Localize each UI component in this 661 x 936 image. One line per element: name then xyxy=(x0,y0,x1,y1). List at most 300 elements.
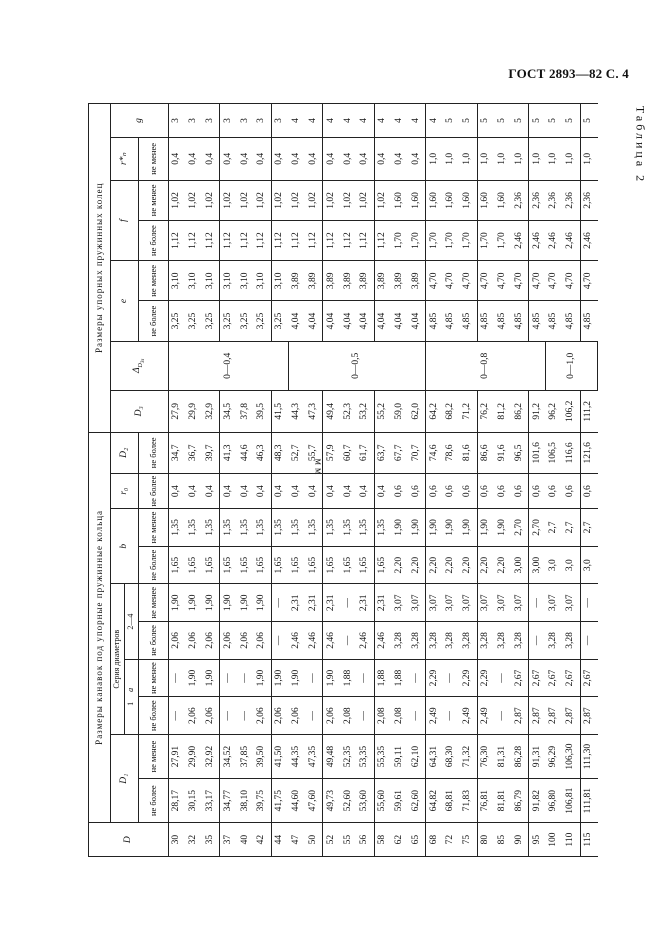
cell-a1min: 1,90 xyxy=(271,659,288,697)
cell-fmin: 1,02 xyxy=(305,180,322,220)
cell-a2max: — xyxy=(340,622,357,660)
h-d1-min: не менее xyxy=(139,735,169,779)
cell-r0: 0,4 xyxy=(374,474,391,509)
table-row xyxy=(289,104,306,857)
cell-r: 1,0 xyxy=(460,137,477,180)
cell-fmax: 1,70 xyxy=(495,220,512,260)
cell-d3: 68,2 xyxy=(443,391,460,433)
cell-emax: 4,85 xyxy=(529,301,546,341)
table-row xyxy=(546,104,563,857)
cell-emax: 3,25 xyxy=(203,301,220,341)
cell-bmax: 1,65 xyxy=(374,546,391,584)
cell-d: 68 xyxy=(426,823,443,857)
cell-bmax: 1,65 xyxy=(323,546,340,584)
cell-r: 1,0 xyxy=(511,137,528,180)
cell-d1min: 37,85 xyxy=(237,735,254,779)
cell-emax: 4,85 xyxy=(426,301,443,341)
table-row xyxy=(511,104,528,857)
cell-d2: 44,6 xyxy=(237,432,254,474)
cell-emin: 3,10 xyxy=(220,261,237,301)
cell-a1max: — xyxy=(495,697,512,735)
cell-a1max: 2,49 xyxy=(460,697,477,735)
cell-a2min: 3,07 xyxy=(408,584,425,622)
cell-a1max: 2,06 xyxy=(203,697,220,735)
header-e: e xyxy=(111,261,139,341)
cell-emin: 4,70 xyxy=(460,261,477,301)
cell-g: 5 xyxy=(460,104,477,138)
cell-g: 5 xyxy=(580,104,598,138)
cell-r: 1,0 xyxy=(580,137,598,180)
cell-d1max: 111,81 xyxy=(580,779,598,823)
cell-g: 3 xyxy=(203,104,220,138)
cell-d: 50 xyxy=(305,823,322,857)
cell-d1min: 47,35 xyxy=(305,735,322,779)
cell-emin: 4,70 xyxy=(563,261,580,301)
cell-fmin: 2,36 xyxy=(546,180,563,220)
h-d1-max: не более xyxy=(139,779,169,823)
cell-r: 1,0 xyxy=(426,137,443,180)
cell-d1max: 59,61 xyxy=(392,779,409,823)
cell-fmax: 1,70 xyxy=(477,220,494,260)
cell-d1max: 71,83 xyxy=(460,779,477,823)
cell-a2max: — xyxy=(580,622,598,660)
cell-a2min: 1,90 xyxy=(186,584,203,622)
cell-bmax: 3,00 xyxy=(529,546,546,584)
cell-fmin: 1,60 xyxy=(495,180,512,220)
cell-r: 0,4 xyxy=(203,137,220,180)
cell-fmax: 1,12 xyxy=(323,220,340,260)
cell-d3: 52,3 xyxy=(340,391,357,433)
header-D2: D₂ xyxy=(111,432,139,474)
cell-d1min: 34,52 xyxy=(220,735,237,779)
cell-g: 3 xyxy=(220,104,237,138)
table-row xyxy=(340,104,357,857)
cell-a2max: 2,06 xyxy=(220,622,237,660)
cell-a1min: 2,67 xyxy=(563,659,580,697)
table-row xyxy=(254,104,271,857)
cell-a1min: 2,29 xyxy=(477,659,494,697)
cell-a2min: 2,31 xyxy=(357,584,374,622)
cell-d1min: 86,28 xyxy=(511,735,528,779)
cell-g: 5 xyxy=(495,104,512,138)
cell-d3: 53,2 xyxy=(357,391,374,433)
cell-emax: 4,85 xyxy=(443,301,460,341)
cell-d2: 116,6 xyxy=(563,432,580,474)
cell-fmin: 2,36 xyxy=(529,180,546,220)
cell-a1max: 2,49 xyxy=(426,697,443,735)
table-row xyxy=(529,104,546,857)
table-row xyxy=(426,104,443,857)
cell-r0: 0,4 xyxy=(357,474,374,509)
cell-d2: 86,6 xyxy=(477,432,494,474)
cell-emin: 3,89 xyxy=(340,261,357,301)
cell-a1min: 1,88 xyxy=(392,659,409,697)
cell-a1max: 2,87 xyxy=(580,697,598,735)
tolerance-cell: 0—0,8 xyxy=(426,341,546,390)
cell-fmax: 2,46 xyxy=(580,220,598,260)
cell-d3: 55,2 xyxy=(374,391,391,433)
cell-fmax: 1,12 xyxy=(237,220,254,260)
cell-bmin: 1,35 xyxy=(169,509,186,547)
cell-d3: 91,2 xyxy=(529,391,546,433)
cell-a1min: — xyxy=(169,659,186,697)
table-row xyxy=(323,104,340,857)
cell-emax: 4,85 xyxy=(460,301,477,341)
cell-r: 1,0 xyxy=(563,137,580,180)
cell-d1min: 96,29 xyxy=(546,735,563,779)
cell-emin: 4,70 xyxy=(529,261,546,301)
cell-emin: 3,89 xyxy=(408,261,425,301)
cell-bmax: 1,65 xyxy=(340,546,357,584)
cell-bmin: 1,35 xyxy=(186,509,203,547)
table-row xyxy=(169,104,186,857)
cell-fmin: 1,02 xyxy=(203,180,220,220)
cell-a1min: — xyxy=(305,659,322,697)
cell-d1max: 76,81 xyxy=(477,779,494,823)
cell-a2max: 3,28 xyxy=(495,622,512,660)
cell-g: 5 xyxy=(443,104,460,138)
units-label: мм xyxy=(312,458,324,478)
cell-d1max: 68,81 xyxy=(443,779,460,823)
cell-bmax: 2,20 xyxy=(408,546,425,584)
cell-r0: 0,6 xyxy=(443,474,460,509)
cell-g: 3 xyxy=(254,104,271,138)
cell-fmax: 1,12 xyxy=(305,220,322,260)
table-row xyxy=(305,104,322,857)
h-f-min: не менее xyxy=(139,180,169,220)
cell-fmax: 2,46 xyxy=(546,220,563,260)
h-a2-min: не менее xyxy=(139,584,169,622)
cell-a1min: 1,90 xyxy=(323,659,340,697)
cell-d3: 111,2 xyxy=(580,391,598,433)
cell-d1min: 91,31 xyxy=(529,735,546,779)
cell-a2max: — xyxy=(529,622,546,660)
cell-bmax: 1,65 xyxy=(186,546,203,584)
cell-r: 0,4 xyxy=(220,137,237,180)
cell-bmax: 2,20 xyxy=(495,546,512,584)
cell-d2: 106,5 xyxy=(546,432,563,474)
cell-emax: 4,04 xyxy=(323,301,340,341)
cell-a1max: 2,06 xyxy=(271,697,288,735)
cell-bmax: 3,00 xyxy=(511,546,528,584)
cell-d1min: 39,50 xyxy=(254,735,271,779)
cell-a1min: — xyxy=(357,659,374,697)
table-row xyxy=(186,104,203,857)
cell-r0: 0,6 xyxy=(511,474,528,509)
cell-d2: 39,7 xyxy=(203,432,220,474)
cell-emin: 4,70 xyxy=(443,261,460,301)
cell-fmax: 1,70 xyxy=(426,220,443,260)
cell-fmin: 1,02 xyxy=(220,180,237,220)
cell-d2: 57,9 xyxy=(323,432,340,474)
cell-g: 3 xyxy=(186,104,203,138)
cell-fmax: 1,70 xyxy=(460,220,477,260)
cell-a2min: 2,31 xyxy=(289,584,306,622)
cell-r: 0,4 xyxy=(254,137,271,180)
cell-a1min: 1,88 xyxy=(374,659,391,697)
cell-g: 3 xyxy=(169,104,186,138)
h-e-max: не более xyxy=(139,301,169,341)
cell-g: 5 xyxy=(529,104,546,138)
cell-r0: 0,4 xyxy=(169,474,186,509)
cell-d2: 78,6 xyxy=(443,432,460,474)
cell-g: 4 xyxy=(392,104,409,138)
header-ring-caption: Размеры упорных пружинных колец xyxy=(89,104,111,433)
cell-bmin: 1,90 xyxy=(495,509,512,547)
cell-r0: 0,6 xyxy=(426,474,443,509)
cell-d3: 39,5 xyxy=(254,391,271,433)
cell-a1max: — xyxy=(357,697,374,735)
cell-d: 110 xyxy=(563,823,580,857)
cell-emin: 4,70 xyxy=(477,261,494,301)
cell-fmin: 1,02 xyxy=(254,180,271,220)
header-series-1: 1 a xyxy=(125,659,139,734)
cell-d: 85 xyxy=(495,823,512,857)
cell-r0: 0,6 xyxy=(563,474,580,509)
table-row xyxy=(443,104,460,857)
cell-emin: 3,89 xyxy=(305,261,322,301)
cell-d1max: 44,60 xyxy=(289,779,306,823)
cell-bmax: 1,65 xyxy=(254,546,271,584)
cell-emax: 3,25 xyxy=(237,301,254,341)
cell-a1min: — xyxy=(495,659,512,697)
cell-d1min: 64,31 xyxy=(426,735,443,779)
cell-d1max: 52,60 xyxy=(340,779,357,823)
cell-fmax: 1,12 xyxy=(357,220,374,260)
cell-r: 0,4 xyxy=(289,137,306,180)
cell-a2min: 1,90 xyxy=(169,584,186,622)
cell-bmin: 1,35 xyxy=(271,509,288,547)
tolerance-cell: 0—0,5 xyxy=(289,341,426,390)
table-container xyxy=(88,103,598,857)
cell-fmax: 1,70 xyxy=(408,220,425,260)
cell-d3: 29,9 xyxy=(186,391,203,433)
cell-fmax: 2,46 xyxy=(563,220,580,260)
cell-fmin: 1,02 xyxy=(237,180,254,220)
header-D: D xyxy=(89,823,169,857)
cell-a2min: 3,07 xyxy=(443,584,460,622)
cell-d2: 34,7 xyxy=(169,432,186,474)
table-row xyxy=(357,104,374,857)
cell-r0: 0,6 xyxy=(495,474,512,509)
cell-d: 40 xyxy=(237,823,254,857)
cell-d1min: 106,30 xyxy=(563,735,580,779)
cell-d: 80 xyxy=(477,823,494,857)
cell-g: 4 xyxy=(305,104,322,138)
cell-r0: 0,6 xyxy=(460,474,477,509)
cell-d1max: 28,17 xyxy=(169,779,186,823)
cell-d1max: 106,81 xyxy=(563,779,580,823)
cell-d1max: 53,60 xyxy=(357,779,374,823)
cell-a1max: — xyxy=(169,697,186,735)
cell-emax: 4,04 xyxy=(289,301,306,341)
cell-d: 65 xyxy=(408,823,425,857)
cell-emin: 4,70 xyxy=(495,261,512,301)
cell-a2min: 3,07 xyxy=(460,584,477,622)
cell-d: 42 xyxy=(254,823,271,857)
cell-d: 72 xyxy=(443,823,460,857)
cell-bmax: 2,20 xyxy=(392,546,409,584)
cell-a2max: 3,28 xyxy=(563,622,580,660)
cell-a2max: 3,28 xyxy=(460,622,477,660)
cell-a2max: 2,06 xyxy=(254,622,271,660)
cell-r: 1,0 xyxy=(443,137,460,180)
cell-r0: 0,4 xyxy=(305,474,322,509)
cell-a1max: — xyxy=(305,697,322,735)
cell-a2max: 2,46 xyxy=(357,622,374,660)
cell-a1max: — xyxy=(237,697,254,735)
h-b-max: не более xyxy=(139,546,169,584)
cell-bmax: 1,65 xyxy=(237,546,254,584)
cell-bmax: 2,20 xyxy=(477,546,494,584)
cell-a1max: 2,06 xyxy=(323,697,340,735)
cell-d2: 61,7 xyxy=(357,432,374,474)
cell-r0: 0,4 xyxy=(271,474,288,509)
cell-fmin: 1,60 xyxy=(408,180,425,220)
cell-bmin: 2,7 xyxy=(563,509,580,547)
table-row xyxy=(460,104,477,857)
cell-r: 0,4 xyxy=(186,137,203,180)
cell-bmax: 2,20 xyxy=(460,546,477,584)
cell-d1min: 53,35 xyxy=(357,735,374,779)
table-header xyxy=(89,104,169,857)
cell-fmax: 1,12 xyxy=(186,220,203,260)
cell-a2min: 1,90 xyxy=(220,584,237,622)
h-a1-max: не более xyxy=(139,697,169,735)
cell-r: 0,4 xyxy=(323,137,340,180)
cell-d2: 74,6 xyxy=(426,432,443,474)
cell-bmax: 3,0 xyxy=(563,546,580,584)
cell-a1min: — xyxy=(443,659,460,697)
header-series-caption: Серия диаметров xyxy=(111,584,125,735)
cell-fmax: 1,70 xyxy=(392,220,409,260)
table-row xyxy=(203,104,220,857)
cell-fmax: 1,12 xyxy=(271,220,288,260)
cell-bmax: 1,65 xyxy=(305,546,322,584)
cell-d3: 37,8 xyxy=(237,391,254,433)
cell-fmin: 1,02 xyxy=(289,180,306,220)
cell-g: 5 xyxy=(477,104,494,138)
h-a2-max: не более xyxy=(139,622,169,660)
cell-a1min: 2,29 xyxy=(460,659,477,697)
cell-d1max: 47,60 xyxy=(305,779,322,823)
cell-r: 0,4 xyxy=(340,137,357,180)
cell-r: 1,0 xyxy=(477,137,494,180)
cell-a2min: — xyxy=(340,584,357,622)
cell-d1min: 32,92 xyxy=(203,735,220,779)
cell-r0: 0,6 xyxy=(408,474,425,509)
cell-r0: 0,4 xyxy=(220,474,237,509)
cell-a1max: 2,06 xyxy=(254,697,271,735)
cell-a2max: 2,46 xyxy=(289,622,306,660)
cell-a1min: 2,67 xyxy=(580,659,598,697)
cell-r: 0,4 xyxy=(392,137,409,180)
cell-d1min: 29,90 xyxy=(186,735,203,779)
cell-d3: 41,5 xyxy=(271,391,288,433)
cell-a1min: 2,67 xyxy=(511,659,528,697)
cell-d1min: 41,50 xyxy=(271,735,288,779)
cell-d: 32 xyxy=(186,823,203,857)
header-g: g xyxy=(111,104,169,138)
cell-d1max: 49,73 xyxy=(323,779,340,823)
cell-fmin: 1,60 xyxy=(443,180,460,220)
dimensions-table xyxy=(88,103,598,857)
cell-bmin: 1,35 xyxy=(374,509,391,547)
h-f-max: не более xyxy=(139,220,169,260)
table-row xyxy=(271,104,288,857)
cell-emin: 3,10 xyxy=(237,261,254,301)
cell-d1min: 44,35 xyxy=(289,735,306,779)
cell-bmin: 1,35 xyxy=(289,509,306,547)
cell-emin: 3,10 xyxy=(186,261,203,301)
cell-d1max: 34,77 xyxy=(220,779,237,823)
cell-d: 30 xyxy=(169,823,186,857)
cell-fmax: 1,12 xyxy=(203,220,220,260)
cell-a2min: 3,07 xyxy=(546,584,563,622)
cell-d3: 34,5 xyxy=(220,391,237,433)
cell-r: 1,0 xyxy=(529,137,546,180)
cell-a1max: 2,06 xyxy=(186,697,203,735)
cell-g: 3 xyxy=(271,104,288,138)
cell-fmax: 1,12 xyxy=(169,220,186,260)
header-r-star: r*ₙ xyxy=(111,137,139,180)
cell-fmin: 1,60 xyxy=(477,180,494,220)
cell-r0: 0,4 xyxy=(186,474,203,509)
cell-emax: 3,25 xyxy=(220,301,237,341)
cell-a1max: 2,87 xyxy=(563,697,580,735)
cell-fmax: 1,12 xyxy=(374,220,391,260)
cell-d: 52 xyxy=(323,823,340,857)
cell-bmin: 1,90 xyxy=(477,509,494,547)
header-D3: D₃ xyxy=(111,391,169,433)
cell-a2max: 3,28 xyxy=(426,622,443,660)
cell-a1min: 2,29 xyxy=(426,659,443,697)
cell-a2max: 3,28 xyxy=(392,622,409,660)
table-row xyxy=(408,104,425,857)
cell-d1max: 81,81 xyxy=(495,779,512,823)
cell-r0: 0,4 xyxy=(323,474,340,509)
cell-a2max: 2,06 xyxy=(186,622,203,660)
cell-a1min: 1,90 xyxy=(186,659,203,697)
cell-a2min: — xyxy=(271,584,288,622)
cell-a2min: 1,90 xyxy=(237,584,254,622)
cell-bmin: 1,90 xyxy=(392,509,409,547)
cell-a2min: — xyxy=(529,584,546,622)
cell-a2max: 2,46 xyxy=(374,622,391,660)
cell-d: 62 xyxy=(392,823,409,857)
cell-a1min: 1,90 xyxy=(254,659,271,697)
cell-emin: 4,70 xyxy=(546,261,563,301)
cell-g: 4 xyxy=(323,104,340,138)
cell-d2: 52,7 xyxy=(289,432,306,474)
cell-a2max: 2,46 xyxy=(305,622,322,660)
cell-fmin: 2,36 xyxy=(580,180,598,220)
cell-r: 0,4 xyxy=(305,137,322,180)
cell-r0: 0,6 xyxy=(392,474,409,509)
cell-a2min: 3,07 xyxy=(563,584,580,622)
cell-d3: 62,0 xyxy=(408,391,425,433)
cell-d1max: 38,10 xyxy=(237,779,254,823)
cell-d: 37 xyxy=(220,823,237,857)
cell-a2max: 2,06 xyxy=(169,622,186,660)
cell-g: 3 xyxy=(237,104,254,138)
cell-emax: 3,25 xyxy=(271,301,288,341)
cell-d1min: 68,30 xyxy=(443,735,460,779)
cell-a2min: 1,90 xyxy=(254,584,271,622)
cell-d3: 86,2 xyxy=(511,391,528,433)
cell-fmin: 1,02 xyxy=(323,180,340,220)
cell-emax: 4,85 xyxy=(495,301,512,341)
